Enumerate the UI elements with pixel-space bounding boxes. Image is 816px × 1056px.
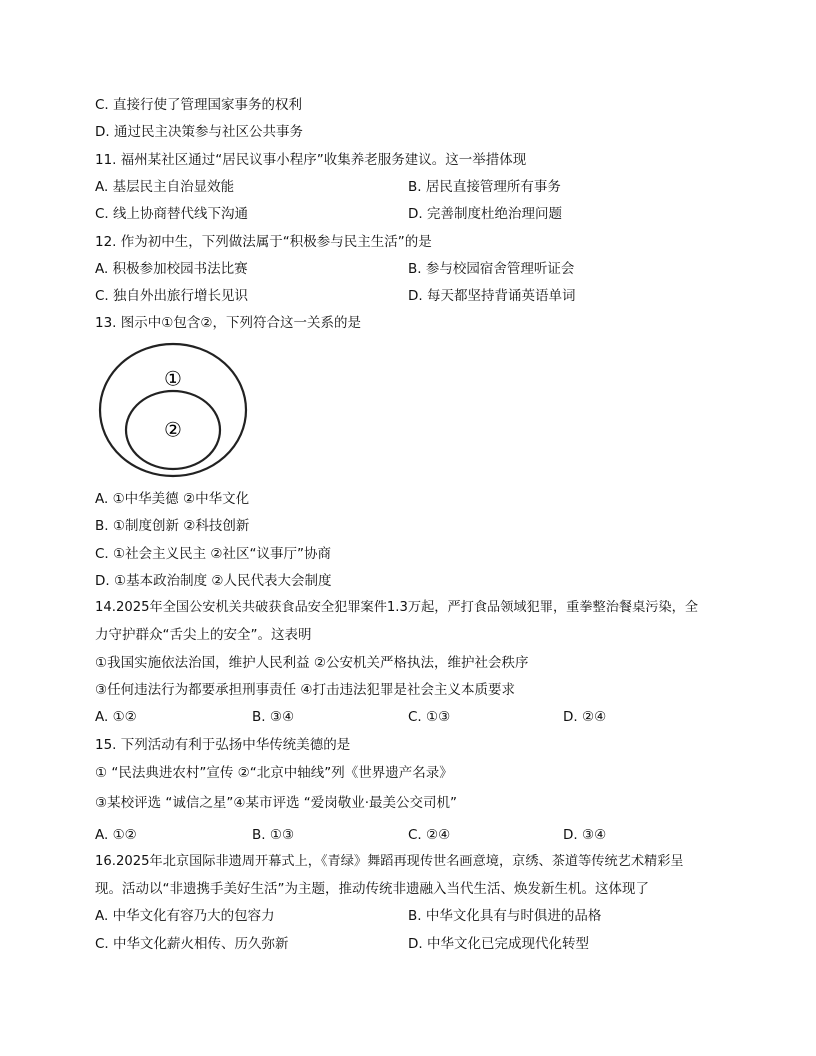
q13-option-c: C. ①社会主义民主 ②社区“议事厅”协商 [95,546,331,562]
q15-option-d: D. ③④ [563,827,607,843]
q11-option-d: D. 完善制度杜绝治理问题 [408,206,562,222]
q14-option-c: C. ①③ [408,709,451,725]
q12-option-a: A. 积极参加校园书法比赛 [95,261,248,277]
q16-option-a: A. 中华文化有容乃大的包容力 [95,908,275,924]
q15-stem: 15. 下列活动有利于弘扬中华传统美德的是 [95,737,351,753]
q14-option-a: A. ①② [95,709,137,725]
q13-option-a: A. ①中华美德 ②中华文化 [95,491,250,507]
q15-option-a: A. ①② [95,827,137,843]
q14-option-b: B. ③④ [252,709,295,725]
q14-stem-line1: 14.2025年全国公安机关共破获食品安全犯罪案件1.3万起，严打食品领域犯罪，重拳整治餐桌污染，全 [95,600,699,615]
q14-items-line1: ①我国实施依法治国，维护人民利益 ②公安机关严格执法，维护社会秩序 [95,655,529,671]
inner-circle-label: ② [164,417,182,442]
q14-stem-line2: 力守护群众“舌尖上的安全”。这表明 [95,627,312,643]
outer-circle-label: ① [164,366,182,391]
q16-stem-line1: 16.2025年北京国际非遗周开幕式上，《青绿》舞蹈再现传世名画意境，京绣、茶道等传统艺术精彩呈 [95,854,684,869]
inclusion-diagram [98,342,248,478]
q12-stem: 12. 作为初中生，下列做法属于“积极参与民主生活”的是 [95,234,432,250]
q10-option-c: C. 直接行使了管理国家事务的权利 [95,97,303,113]
q15-items-line2: ③某校评选 “诚信之星”④某市评选 “爱岗敬业·最美公交司机” [95,795,458,811]
q12-option-d: D. 每天都坚持背诵英语单词 [408,288,576,304]
q16-stem-line2: 现。活动以“非遗携手美好生活”为主题，推动传统非遗融入当代生活、焕发新生机。这体现了 [95,881,649,897]
q13-stem: 13. 图示中①包含②，下列符合这一关系的是 [95,315,361,331]
q11-option-c: C. 线上协商替代线下沟通 [95,206,249,222]
q15-items-line1: ① “民法典进农村”宣传 ②“北京中轴线”列《世界遗产名录》 [95,765,453,781]
q15-option-c: C. ②④ [408,827,451,843]
q14-option-d: D. ②④ [563,709,607,725]
outer-circle [100,344,246,476]
q16-option-d: D. 中华文化已完成现代化转型 [408,936,589,952]
q16-option-c: C. 中华文化薪火相传、历久弥新 [95,936,289,952]
q11-stem: 11. 福州某社区通过“居民议事小程序”收集养老服务建议。这一举措体现 [95,152,527,168]
q15-option-b: B. ①③ [252,827,295,843]
q12-option-c: C. 独自外出旅行增长见识 [95,288,249,304]
q12-option-b: B. 参与校园宿舍管理听证会 [408,261,575,277]
q13-option-d: D. ①基本政治制度 ②人民代表大会制度 [95,573,332,589]
q13-option-b: B. ①制度创新 ②科技创新 [95,518,250,534]
q11-option-a: A. 基层民主自治显效能 [95,179,235,195]
q11-option-b: B. 居民直接管理所有事务 [408,179,561,195]
q16-option-b: B. 中华文化具有与时俱进的品格 [408,908,602,924]
q14-items-line2: ③任何违法行为都要承担刑事责任 ④打击违法犯罪是社会主义本质要求 [95,682,515,698]
q10-option-d: D. 通过民主决策参与社区公共事务 [95,124,303,140]
